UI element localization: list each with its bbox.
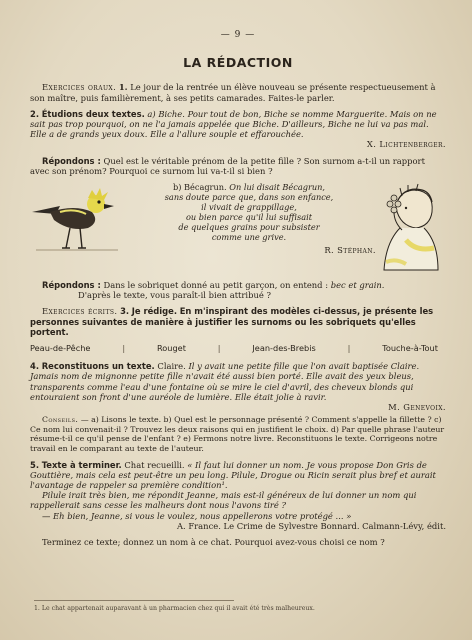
page-title: LA RÉDACTION xyxy=(183,55,293,71)
ex2-q2-text: Dans le sobriquet donné au petit garçon, on entend : xyxy=(103,280,329,291)
ex2-b-poem xyxy=(122,182,376,242)
ex2-num: 2. xyxy=(30,108,40,119)
ex5-num: 5. xyxy=(30,459,40,470)
poem-line-5: de quelques grains pour subsister xyxy=(178,222,320,233)
bird-illustration xyxy=(30,182,122,254)
nickname-list xyxy=(30,343,438,353)
ex2-b-block xyxy=(30,182,446,274)
child-eating-grapes-illustration xyxy=(376,182,446,274)
ex4-conseils-text: — a) Lisons le texte. b) Quel est le personnage présenté ? Comment s'appelle la fillette ? c) Ce nom lui convenait-il ? Trouvez les deux raisons qui en justifient le choix. d) Par quelle phrase l'auteur résume-t-il ce qu'il pense de l'enfant ? e) Fermons notre livre. Reconstituons le texte. Corrigeons notre travail en le comparant au texte de l'auteur. xyxy=(30,415,445,454)
separator: | xyxy=(217,343,221,354)
exercise-3 xyxy=(30,306,446,337)
ex4-heading: Reconstituons un texte. xyxy=(41,361,155,372)
ex2-q1-text: Quel est le véritable prénom de la petite fille ? Son surnom a-t-il un rapport avec son prénom? Pourquoi ce surnom lui va-t-il si bien ? xyxy=(30,155,425,176)
ex3-label: Exercices écrits. xyxy=(42,306,118,317)
nickname-item: Peau-de-Pêche xyxy=(30,343,91,354)
ex2-b-text xyxy=(122,182,376,255)
ex5-closing: Terminez ce texte; donnez un nom à ce chat. Pourquoi avez-vous choisi ce nom ? xyxy=(42,537,385,548)
ex2-q1-label: Répondons : xyxy=(42,155,101,166)
ex4-num: 4. xyxy=(30,361,40,372)
ex2-q2-text2: D'après le texte, vous paraît-il bien attribué ? xyxy=(78,290,271,301)
footnote: 1. Le chat appartenait auparavant à un pharmacien chez qui il avait été très malheureux. xyxy=(34,604,315,612)
poem-line-1: On lui disait Bécagrun, xyxy=(229,182,326,193)
ex4-conseils xyxy=(30,415,446,453)
ex5-text1: « Il faut lui donner un nom. Je vous propose Don Gris de Gouttière, mais cela est peut-être un peu long. Pilule, Drogue ou Ricin serait plus bref et aurait l'avantage de rappeler sa première condition¹. xyxy=(30,459,436,491)
nickname-item: Rouget xyxy=(156,343,186,354)
exercise-2a xyxy=(30,109,446,140)
ex4-conseils-label: Conseils. xyxy=(42,415,79,425)
ex5-text2: Pilule irait très bien, me répondit Jeanne, mais est-il généreux de lui donner un nom qui rappellerait sans cesse les malheurs dont nous l'avons tiré ? xyxy=(30,490,417,511)
ex5-heading: Texte à terminer. xyxy=(41,459,122,470)
ex1-text: Le jour de la rentrée un élève nouveau se présente respectueusement à son maître, puis familièrement, à ses petits camarades. Faites-le parler. xyxy=(30,82,436,103)
ex2-b-author: R. Stéphan. xyxy=(324,245,376,256)
ex4-name: Claire. xyxy=(157,361,186,372)
exercise-5 xyxy=(30,460,446,491)
poem-line-3: il vivait de grappillage, xyxy=(201,202,297,213)
ex1-num: 1. xyxy=(118,82,128,93)
ex2-q2-label: Répondons : xyxy=(42,280,101,291)
ex2-a-author: X. Lichtenberger. xyxy=(366,139,446,150)
ex1-label: Exercices oraux. xyxy=(42,82,117,93)
ex3-text: En m'inspirant des modèles ci-dessus, je présente les personnes suivantes de manière à justifier les surnoms ou les sobriquets qu'elles portent. xyxy=(30,306,434,337)
separator: | xyxy=(347,343,351,354)
ex2-b-label: b) Bécagrun. xyxy=(172,182,227,193)
ex2-a-text: Pour tout de bon, Biche se nomme Marguerite. Mais on ne sait pas trop pourquoi, on ne l'a jamais appelée que Biche. D'ailleurs, Biche ne lui va pas mal. Elle a de grands yeux doux. Elle a l'allure souple et effarouchée. xyxy=(30,108,437,140)
ex5-source: A. France. Le Crime de Sylvestre Bonnard. Calmann-Lévy, édit. xyxy=(177,520,446,531)
nickname-item: Touche-à-Tout xyxy=(382,343,438,354)
page-number: — 9 — xyxy=(220,30,256,40)
ex4-author: M. Genevoix. xyxy=(388,402,446,413)
ex4-text: Il y avait une petite fille que l'on avait baptisée Claire. Jamais nom de mignonne petite fille n'avait été aussi bien porté. Elle avait des yeux bleus, transparents comme l'eau d'une fontaine où se mire le ciel d'avril, des cheveux blonds qui entouraient son front d'une auréole de lumière. Elle était jolie à ravir. xyxy=(30,361,420,402)
ex2-question-2 xyxy=(30,280,446,290)
ex2-a-label: a) Biche. xyxy=(147,108,185,119)
exercise-4 xyxy=(30,361,446,402)
nickname-item: Jean-des-Brebis xyxy=(252,343,316,354)
exercise-1 xyxy=(30,82,446,102)
poem-line-4: ou bien parce qu'il lui suffisait xyxy=(185,212,313,223)
ex3-heading: Je rédige. xyxy=(131,306,178,317)
separator: | xyxy=(122,343,126,354)
ex3-num: 3. xyxy=(120,306,130,317)
footnote-block xyxy=(34,600,315,614)
poem-line-2: sans doute parce que, dans son enfance, xyxy=(164,192,334,203)
poem-line-6: comme une grive. xyxy=(211,232,287,243)
ex2-question-1 xyxy=(30,156,446,176)
ex2-heading: Étudions deux textes. xyxy=(41,108,145,119)
ex2-q2-words: bec et grain. xyxy=(330,280,385,291)
ex5-name: Chat recueilli. xyxy=(124,459,185,470)
ex5-text3: — Eh bien, Jeanne, si vous le voulez, nous appellerons votre protégé ... » xyxy=(42,510,352,521)
